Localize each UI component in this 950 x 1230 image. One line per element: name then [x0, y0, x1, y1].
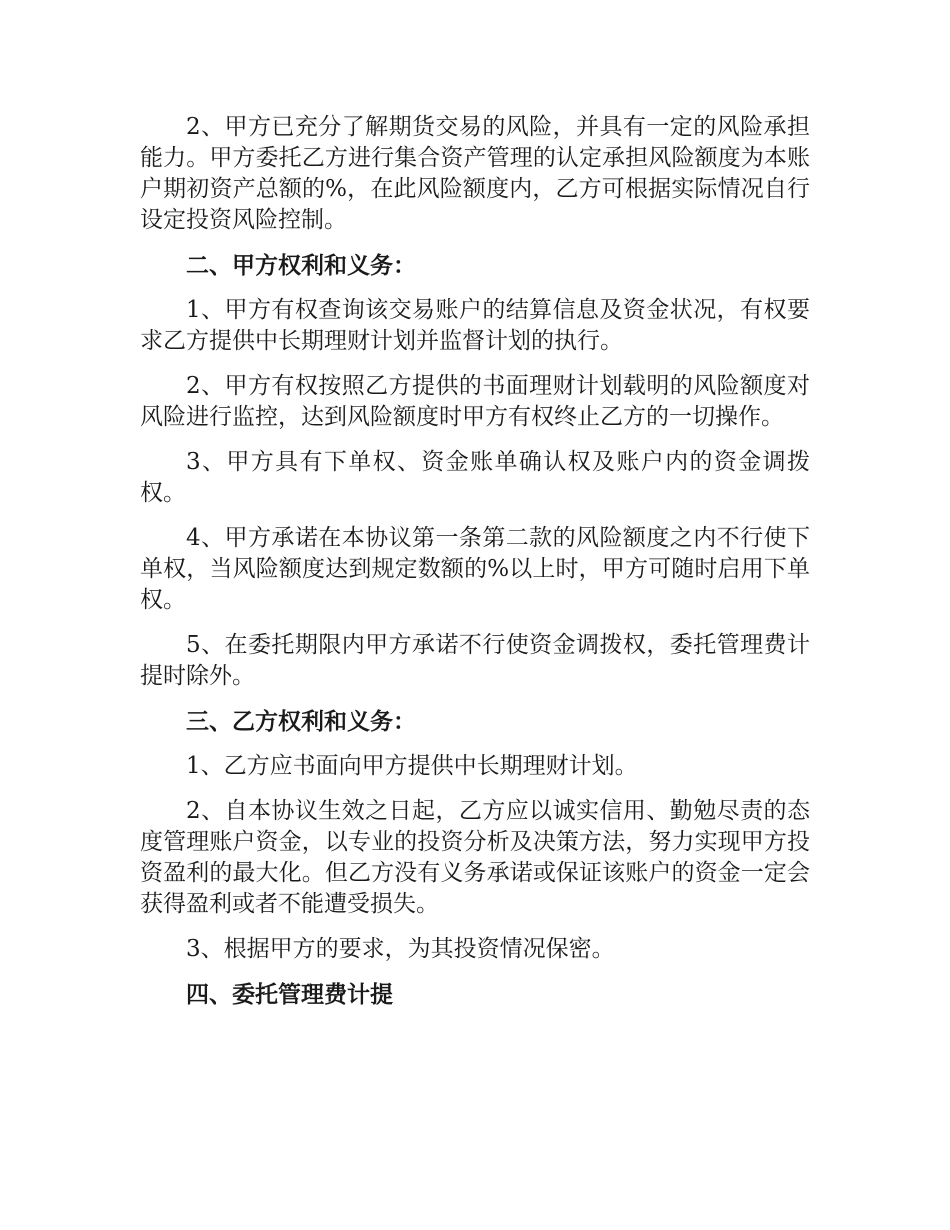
para-risk-capacity: 2、甲方已充分了解期货交易的风险，并具有一定的风险承担能力。甲方委托乙方进行集合资产管理的认定承担风险额度为本账户期初资产总额的%，在此风险额度内，乙方可根据实际情况自行设定投资风险控制。: [140, 114, 810, 233]
para-b-right-1: 1、乙方应书面向甲方提供中长期理财计划。: [186, 753, 638, 779]
heading-party-a-rights: 二、甲方权利和义务：: [186, 252, 416, 279]
heading-management-fee: 四、委托管理费计提: [186, 981, 393, 1008]
para-a-right-5: 5、在委托期限内甲方承诺不行使资金调拨权，委托管理费计提时除外。: [140, 632, 810, 689]
para-a-right-1: 1、甲方有权查询该交易账户的结算信息及资金状况，有权要求乙方提供中长期理财计划并监督计划的执行。: [140, 297, 810, 354]
para-b-right-3: 3、根据甲方的要求，为其投资情况保密。: [186, 936, 615, 962]
para-a-right-2: 2、甲方有权按照乙方提供的书面理财计划载明的风险额度对风险进行监控，达到风险额度时甲方有权终止乙方的一切操作。: [140, 373, 810, 430]
heading-party-b-rights: 三、乙方权利和义务：: [186, 708, 416, 735]
para-a-right-3: 3、甲方具有下单权、资金账单确认权及账户内的资金调拨权。: [140, 449, 810, 506]
document-body: [140, 112, 810, 1024]
para-b-right-2: 2、自本协议生效之日起，乙方应以诚实信用、勤勉尽责的态度管理账户资金，以专业的投资分析及决策方法，努力实现甲方投资盈利的最大化。但乙方没有义务承诺或保证该账户的资金一定会获得盈利或者不能遭受损失。: [140, 798, 810, 917]
para-a-right-4: 4、甲方承诺在本协议第一条第二款的风险额度之内不行使下单权，当风险额度达到规定数额的%以上时，甲方可随时启用下单权。: [140, 525, 810, 613]
